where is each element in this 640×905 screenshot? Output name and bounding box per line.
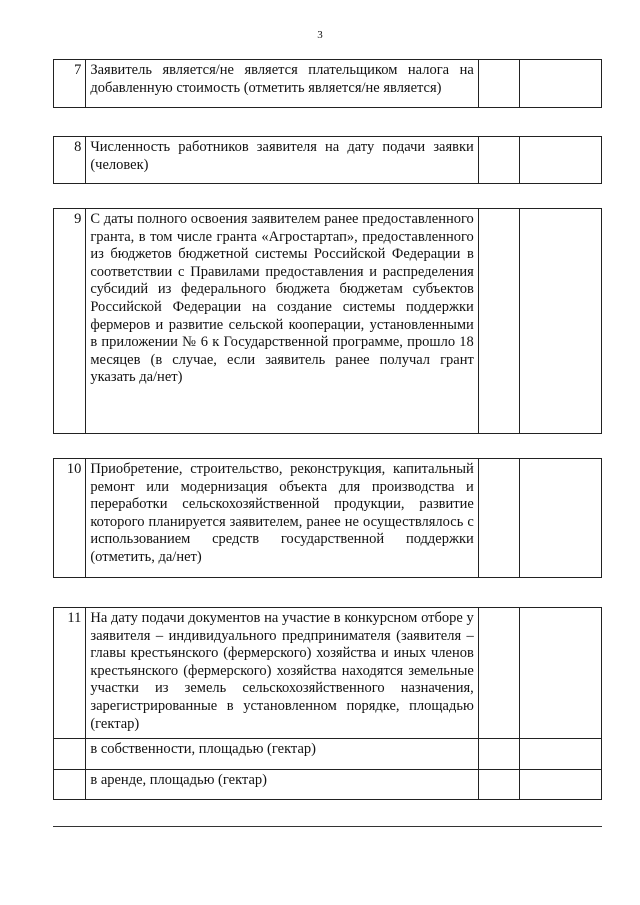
answer-cell-a[interactable] [478, 770, 519, 800]
answer-cell-a[interactable] [478, 60, 519, 108]
answer-cell-b[interactable] [519, 60, 601, 108]
row-number [54, 770, 86, 800]
row-text: Численность работников заявителя на дату подачи заявки (человек) [86, 137, 478, 184]
page-number: 3 [317, 29, 323, 41]
row-number: 8 [54, 137, 86, 184]
bottom-divider [53, 826, 602, 827]
row-number: 7 [54, 60, 86, 108]
row-text: На дату подачи документов на участие в конкурсном отборе у заявителя – индивидуального предпринимателя (заявителя – главы крестьянского (фермерского) хозяйства и иных членов крестьянского (фермерского) хозяйства находятся земельные участки из земель сельскохозяйственного назначения, зарегистрированные в установленном порядке, площадью (гектар) [86, 608, 478, 739]
row-number: 11 [54, 608, 86, 739]
row-text: Приобретение, строительство, реконструкция, капитальный ремонт или модернизация объекта для производства и переработки сельскохозяйственной продукции, развитие которого планируется заявителем, ранее не осуществлялось с использованием средств государственной поддержки (отметить, да/нет) [86, 459, 478, 578]
row-10-table [53, 458, 602, 578]
answer-cell-b[interactable] [519, 739, 601, 770]
row-text: в собственности, площадью (гектар) [86, 739, 478, 770]
answer-cell-a[interactable] [478, 209, 519, 434]
row-8-table [53, 136, 602, 184]
answer-cell-a[interactable] [478, 137, 519, 184]
row-number [54, 739, 86, 770]
answer-cell-a[interactable] [478, 608, 519, 739]
answer-cell-b[interactable] [519, 137, 601, 184]
answer-cell-a[interactable] [478, 739, 519, 770]
answer-cell-b[interactable] [519, 608, 601, 739]
row-number: 9 [54, 209, 86, 434]
row-7-table [53, 59, 602, 108]
row-text: С даты полного освоения заявителем ранее предоставленного гранта, в том числе гранта «Агростартап», предоставленного из бюджетов бюджетной системы Российской Федерации в соответствии с Правилами предоставления и распределения субсидий из федерального бюджета бюджетам субъектов Российской Федерации на создание системы поддержки фермеров и развитие сельской кооперации, установленными в приложении № 6 к Государственной программе, прошло 18 месяцев (в случае, если заявитель ранее получал грант указать да/нет) [86, 209, 478, 434]
row-text: в аренде, площадью (гектар) [86, 770, 478, 800]
answer-cell-b[interactable] [519, 459, 601, 578]
row-9-table [53, 208, 602, 434]
row-11-table [53, 607, 602, 800]
row-text: Заявитель является/не является плательщиком налога на добавленную стоимость (отметить является/не является) [86, 60, 478, 108]
row-number: 10 [54, 459, 86, 578]
answer-cell-b[interactable] [519, 209, 601, 434]
answer-cell-b[interactable] [519, 770, 601, 800]
answer-cell-a[interactable] [478, 459, 519, 578]
